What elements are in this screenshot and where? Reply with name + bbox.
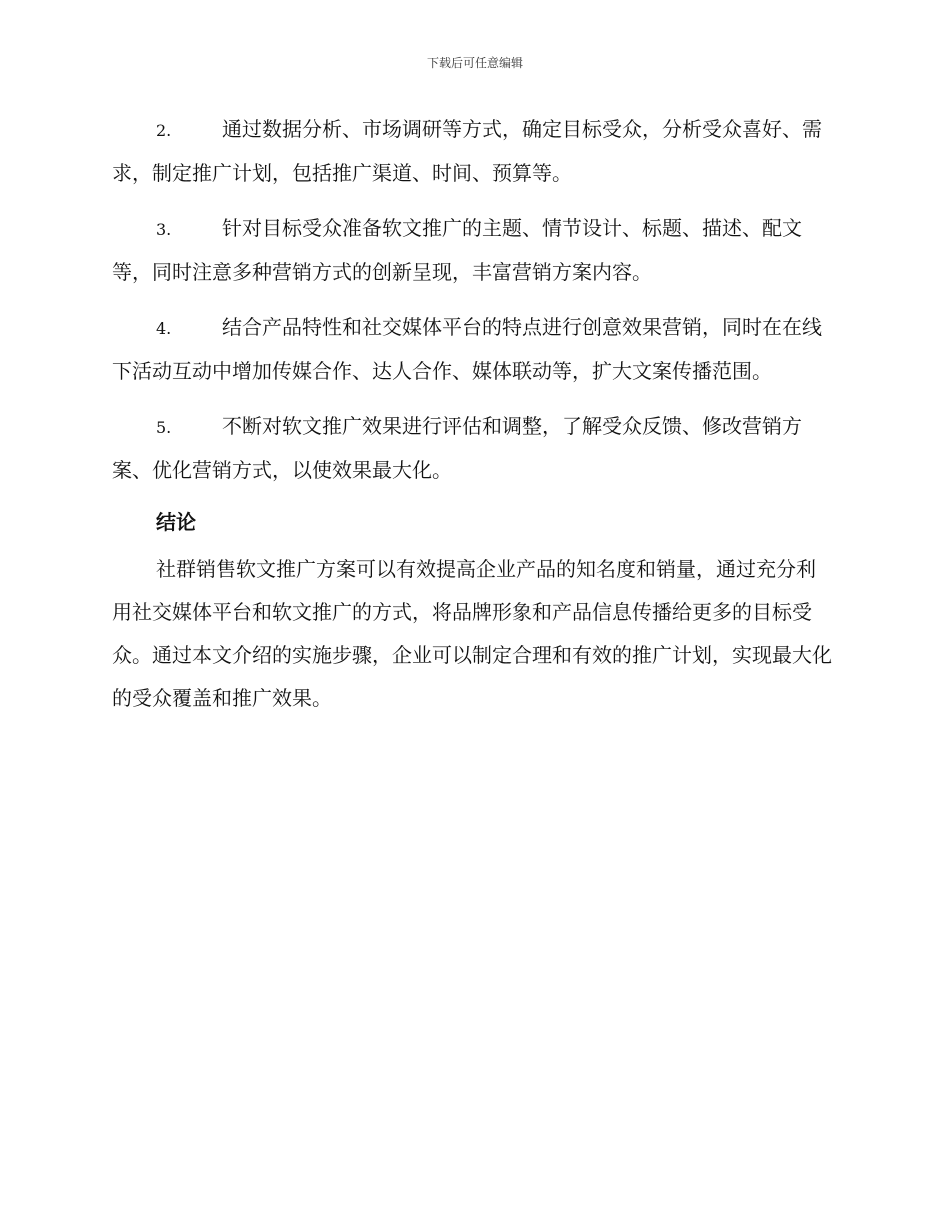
document-body <box>112 108 834 720</box>
list-item-number: 4. <box>156 319 172 338</box>
list-item-text: 结合产品特性和社交媒体平台的特点进行创意效果营销，同时在在线下活动互动中增加传媒合作、达人合作、媒体联动等，扩大文案传播范围。 <box>112 315 822 383</box>
list-item-text: 不断对软文推广效果进行评估和调整，了解受众反馈、修改营销方案、优化营销方式，以使效果最大化。 <box>112 414 802 482</box>
list-item-number: 2. <box>156 121 172 140</box>
list-item-text: 通过数据分析、市场调研等方式，确定目标受众，分析受众喜好、需求，制定推广计划，包括推广渠道、时间、预算等。 <box>112 117 822 185</box>
list-item-text: 针对目标受众准备软文推广的主题、情节设计、标题、描述、配文等，同时注意多种营销方式的创新呈现，丰富营销方案内容。 <box>112 216 802 284</box>
conclusion-paragraph: 社群销售软文推广方案可以有效提高企业产品的知名度和销量，通过充分利用社交媒体平台和软文推广的方式，将品牌形象和产品信息传播给更多的目标受众。通过本文介绍的实施步骤，企业可以制定合理和有效的推广计划，实现最大化的受众覆盖和推广效果。 <box>112 557 832 710</box>
list-item <box>112 108 834 195</box>
conclusion-heading: 结论 <box>156 510 196 534</box>
page-header: 下载后可任意编辑 <box>426 56 523 70</box>
list-item <box>112 207 834 294</box>
list-item <box>112 405 834 492</box>
list-item <box>112 306 834 393</box>
list-item-number: 5. <box>156 418 172 437</box>
list-item-number: 3. <box>156 220 172 239</box>
